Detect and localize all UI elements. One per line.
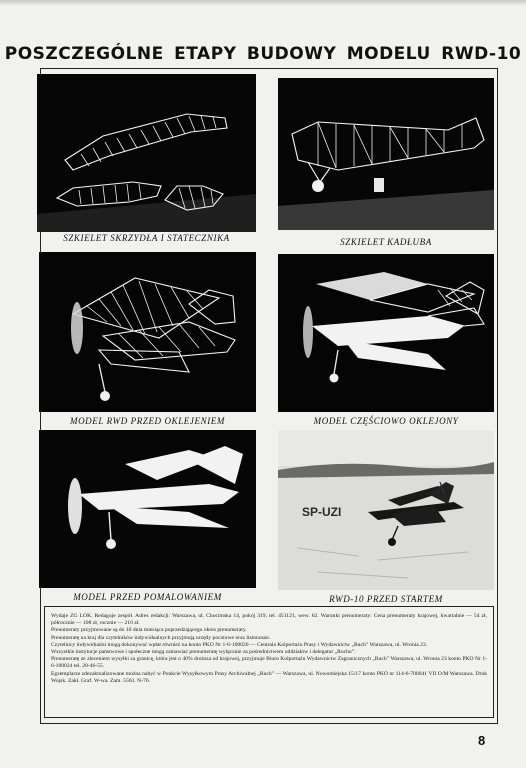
model-before-covering-image <box>39 252 256 412</box>
photo-wing-skeleton <box>37 74 256 232</box>
imprint-paragraph: Egzemplarze zdezaktualizowane można nabyć w Punkcie Wysyłkowym Prasy Archiwalnej „Ruch” — Warszawa, ul. Nowomiejska 15/17 konto PKO nr 114-6-700041 VII O/M Warszawa. Druk Wojsk. Zakł. Graf. W-wa. Zam. 5563. N-76. <box>51 670 487 684</box>
caption-photo-2: SZKIELET KADŁUBA <box>340 237 432 247</box>
photo-before-takeoff <box>278 430 494 590</box>
caption-photo-3: MODEL RWD PRZED OKLEJENIEM <box>69 416 225 426</box>
imprint-paragraph: Wszystkie instytucje państwowe i społeczne mogą zamawiać prenumeratę wyłącznie za pośrednictwem oddziałów i delegatur „Ruchu”. <box>51 649 356 656</box>
scan-edge <box>0 0 526 6</box>
wing-skeleton-image <box>37 74 256 232</box>
photo-before-painting <box>39 430 256 588</box>
page-title: POSZCZEGÓLNE ETAPY BUDOWY MODELU RWD-10 <box>4 44 522 64</box>
imprint-paragraph: Prenumeratę na kraj dla czytelników indywidualnych przyjmują urzędy pocztowe oraz listonosze. <box>51 634 271 641</box>
imprint-paragraph: Wydaje ZG LOK. Redaguje zespół. Adres redakcji: Warszawa, ul. Chocimska 14, pokój 319, tel. 451121, wew. 62. Warunki prenumeraty: Cena prenumeraty krajowej, kwartalnie — 54 zł, półrocznie — 108 zł, rocznie — 216 zł. <box>51 613 487 627</box>
before-painting-image <box>39 430 256 588</box>
caption-photo-6: RWD-10 PRZED STARTEM <box>329 594 443 604</box>
imprint-paragraph: Czytelnicy indywidualni mogą dokonywać wpłat również na konto PKO Nr 1-6-100020 — Centrala Kolportażu Prasy i Wydawnictw „Ruch” Warszawa, ul. Wronia 23. <box>51 641 428 648</box>
imprint-paragraph: Prenumeraty przyjmowane są do 10 dnia miesiąca poprzedzającego okres prenumeraty. <box>51 627 247 634</box>
page-number: 8 <box>478 733 486 748</box>
fuselage-skeleton-image <box>278 78 494 230</box>
caption-photo-5: MODEL PRZED POMALOWANIEM <box>73 592 222 602</box>
photo-fuselage-skeleton <box>278 78 494 230</box>
before-takeoff-image <box>278 430 494 590</box>
caption-photo-1: SZKIELET SKRZYDŁA I STATECZNIKA <box>63 233 230 243</box>
registration-text: SP-UZI <box>302 505 342 519</box>
imprint-paragraph: Prenumeratę ze zleceniem wysyłki za granicę, która jest o 40% droższa od krajowej, przyjmuje Biuro Kolportażu Wydawnictw Zagranicznych „Ruch” Warszawa, ul. Wronia 23 konto PKO Nr 1-6-100024 tel. 20-46-55. <box>51 656 487 670</box>
partially-covered-image <box>278 254 494 412</box>
caption-photo-4: MODEL CZĘŚCIOWO OKLEJONY <box>313 416 459 426</box>
photo-partially-covered <box>278 254 494 412</box>
publisher-imprint <box>44 606 494 718</box>
photo-model-before-covering <box>39 252 256 412</box>
